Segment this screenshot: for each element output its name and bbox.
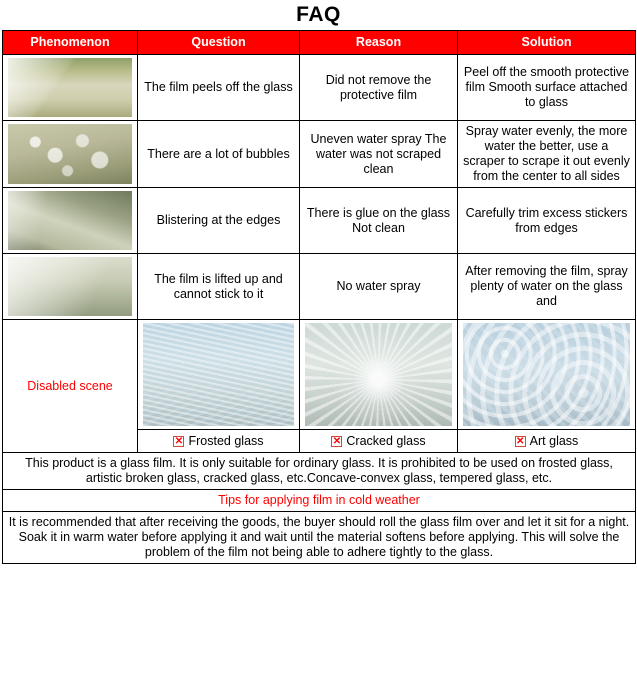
reason-cell — [300, 188, 458, 254]
disabled-scene-caption-cell — [300, 430, 458, 453]
phenomenon-image-cell — [3, 188, 138, 254]
solution-text: Carefully trim excess stickers from edges — [465, 205, 628, 235]
column-header-reason: Reason — [300, 31, 458, 55]
disabled-scene-caption-cell — [458, 430, 636, 453]
caption-text: Frosted glass — [188, 434, 264, 448]
caption-text: Art glass — [529, 434, 579, 448]
phenomenon-image-cell — [3, 121, 138, 188]
solution-cell — [458, 254, 636, 320]
question-text: The film is lifted up and cannot stick to it — [154, 271, 283, 301]
caption-text: Cracked glass — [346, 434, 426, 448]
reason-cell — [300, 254, 458, 320]
film-peeling-photo — [8, 58, 132, 117]
table-row — [3, 254, 636, 320]
table-header — [3, 31, 636, 55]
table-row — [3, 121, 636, 188]
disabled-scene-image-cell — [458, 320, 636, 430]
cross-mark-icon: ✕ — [515, 436, 525, 447]
disabled-scene-image-cell — [138, 320, 300, 430]
reason-text: No water spray — [336, 279, 421, 293]
product-note: This product is a glass film. It is only suitable for ordinary glass. It is prohibited to be used on frosted glass, artistic broken glass, cracked glass, etc.Concave-convex glass, tempered glass, etc. — [3, 453, 636, 490]
column-header-solution: Solution — [458, 31, 636, 55]
reason-text: There is glue on the glass Not clean — [306, 205, 451, 235]
cross-mark-icon: ✕ — [174, 436, 184, 447]
disabled-scene-caption-cell — [138, 430, 300, 453]
tips-heading: Tips for applying film in cold weather — [3, 490, 636, 512]
reason-cell — [300, 121, 458, 188]
table-row — [3, 188, 636, 254]
page-title: FAQ — [296, 3, 341, 26]
frosted-glass-photo — [143, 323, 294, 426]
solution-cell — [458, 55, 636, 121]
phenomenon-image-cell — [3, 55, 138, 121]
disabled-scene-image-cell — [300, 320, 458, 430]
table-body — [3, 55, 636, 564]
tips-heading-row — [3, 490, 636, 512]
question-cell — [138, 55, 300, 121]
closing-note: It is recommended that after receiving the goods, the buyer should roll the glass film over and let it sit for a night. Soak it in warm water before applying it and wait until the material softens before applying. This will solve the problem of the film not being able to adhere tightly to the glass. — [3, 512, 636, 564]
disabled-scene-row — [3, 320, 636, 430]
table-row — [3, 55, 636, 121]
cross-mark-icon: ✕ — [332, 436, 342, 447]
question-cell — [138, 254, 300, 320]
question-text: Blistering at the edges — [156, 213, 281, 227]
bubbles-photo — [8, 124, 132, 184]
reason-cell — [300, 55, 458, 121]
solution-text: Peel off the smooth protective film Smooth surface attached to glass — [463, 65, 630, 109]
film-lifted-photo — [8, 257, 132, 316]
solution-text: After removing the film, spray plenty of water on the glass and — [465, 264, 628, 308]
column-header-question: Question — [138, 31, 300, 55]
question-text: The film peels off the glass — [144, 80, 293, 94]
closing-row — [3, 512, 636, 564]
question-text: There are a lot of bubbles — [147, 146, 290, 161]
cracked-glass-photo — [305, 323, 452, 426]
solution-cell — [458, 121, 636, 188]
note-row — [3, 453, 636, 490]
table-header-row — [3, 31, 636, 55]
edge-blistering-photo — [8, 191, 132, 250]
phenomenon-image-cell — [3, 254, 138, 320]
question-cell — [138, 188, 300, 254]
solution-text: Spray water evenly, the more water the better, use a scraper to scrape it out evenly from the center to all sides — [463, 124, 630, 183]
art-glass-photo — [463, 323, 630, 426]
question-cell — [138, 121, 300, 188]
disabled-scene-label: Disabled scene — [3, 320, 138, 453]
solution-cell — [458, 188, 636, 254]
reason-text: Did not remove the protective film — [325, 72, 432, 102]
faq-table — [2, 30, 636, 564]
column-header-phenomenon: Phenomenon — [3, 31, 138, 55]
reason-text: Uneven water spray The water was not scraped clean — [310, 131, 447, 176]
